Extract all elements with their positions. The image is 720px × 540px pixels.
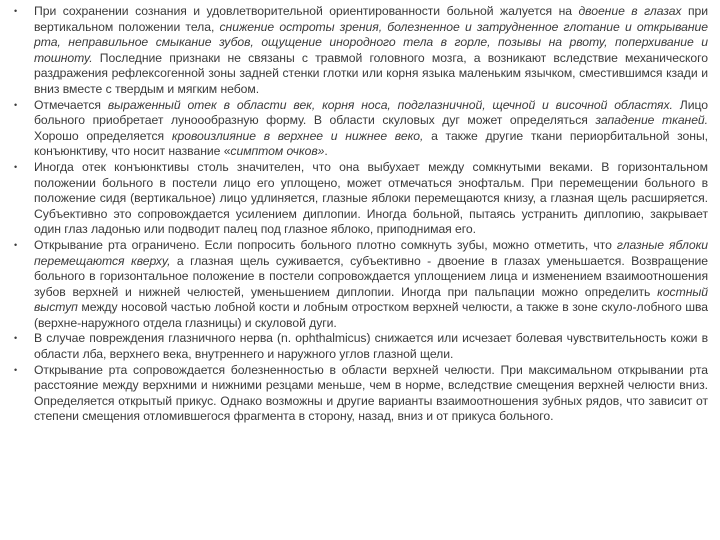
bullet-text: Иногда отек конъюнктивы столь значителен, что она выбухает между сомкнутыми веками. В горизонтальном положении больного в постели лицо его уплощено, может отмечаться энофтальм. При перемещении больного в положение сидя (вертикальное) лицо удлиняется, глазные яблоки перемещаются книзу, а глазная щель расширяется. Субъективно это сопровождается усилением диплопии. Иногда больной, пытаясь устранить диплопию, закрывает один глаз ладонью или подводит палец под глазное яблоко, приподнимая его. xyxy=(34,159,708,237)
bullet-icon: • xyxy=(14,364,18,375)
bullet-list xyxy=(14,4,708,425)
bullet-icon: • xyxy=(14,99,18,110)
bullet-item xyxy=(14,160,708,238)
bullet-item xyxy=(14,98,708,160)
bullet-icon: • xyxy=(14,239,18,250)
bullet-text: Открывание рта ограничено. Если попросить больного плотно сомкнуть зубы, можно отметить, что глазные яблоки перемещаются кверху, а глазная щель суживается, субъективно - двоение в глазах уменьшается. Возвращение больного в горизонтальное положение в постели сопровождается уплощением лица и изменением взаимоотношения зубов верхней и нижней челюстей, уменьшением диплопии. Иногда при пальпации можно определить костный выступ между носовой частью лобной кости и лобным отростком верхней челюсти, а также в зоне скуло-лобного шва (верхне-наружного отдела глазницы) и скуловой дуги. xyxy=(34,237,708,330)
bullet-item xyxy=(14,238,708,332)
bullet-icon: • xyxy=(14,333,18,344)
bullet-text: В случае повреждения глазничного нерва (n. ophthalmicus) снижается или исчезает болевая чувствительность кожи в области лба, верхнего века, внутреннего и наружного углов глазной щели. xyxy=(34,331,708,362)
bullet-item xyxy=(14,4,708,98)
bullet-item xyxy=(14,363,708,425)
bullet-icon: • xyxy=(14,6,18,16)
bullet-item xyxy=(14,331,708,362)
bullet-text: Отмечается выраженный отек в области век, корня носа, подглазничной, щечной и височной областях. Лицо больного приобретает луноообразную форму. В области скуловых дуг может определяться западение тканей. Хорошо определяется кровоизлияние в верхнее и нижнее веко, а также другие ткани периорбитальной зоны, конъюнктиву, что носит название «симптом очков». xyxy=(34,97,708,159)
bullet-text: Открывание рта сопровождается болезненностью в области верхней челюсти. При максимальном открывании рта расстояние между верхними и нижними резцами меньше, чем в норме, вследствие смещения верхней челюсти вниз. Определяется открытый прикус. Однако возможны и другие варианты взаимоотношения зубных рядов, что зависит от степени смещения отломившегося фрагмента в сторону, назад, вниз и от прикуса больного. xyxy=(34,362,708,424)
bullet-icon: • xyxy=(14,161,18,172)
bullet-text: При сохранении сознания и удовлетворительной ориентированности больной жалуется на двоение в глазах при вертикальном положении тела, снижение остроты зрения, болезненное и затрудненное глотание и открывание рта, неправильное смыкание зубов, ощущение инородного тела в горле, позывы на рвоту, поперхивание и тошноту. Последние признаки не связаны с травмой головного мозга, а возникают вследствие механического раздражения рефлексогенной зоны задней стенки глотки или корня языка маленьким язычком, сместившимся кзади и вниз вместе с твердым и мягким небом. xyxy=(34,4,709,96)
